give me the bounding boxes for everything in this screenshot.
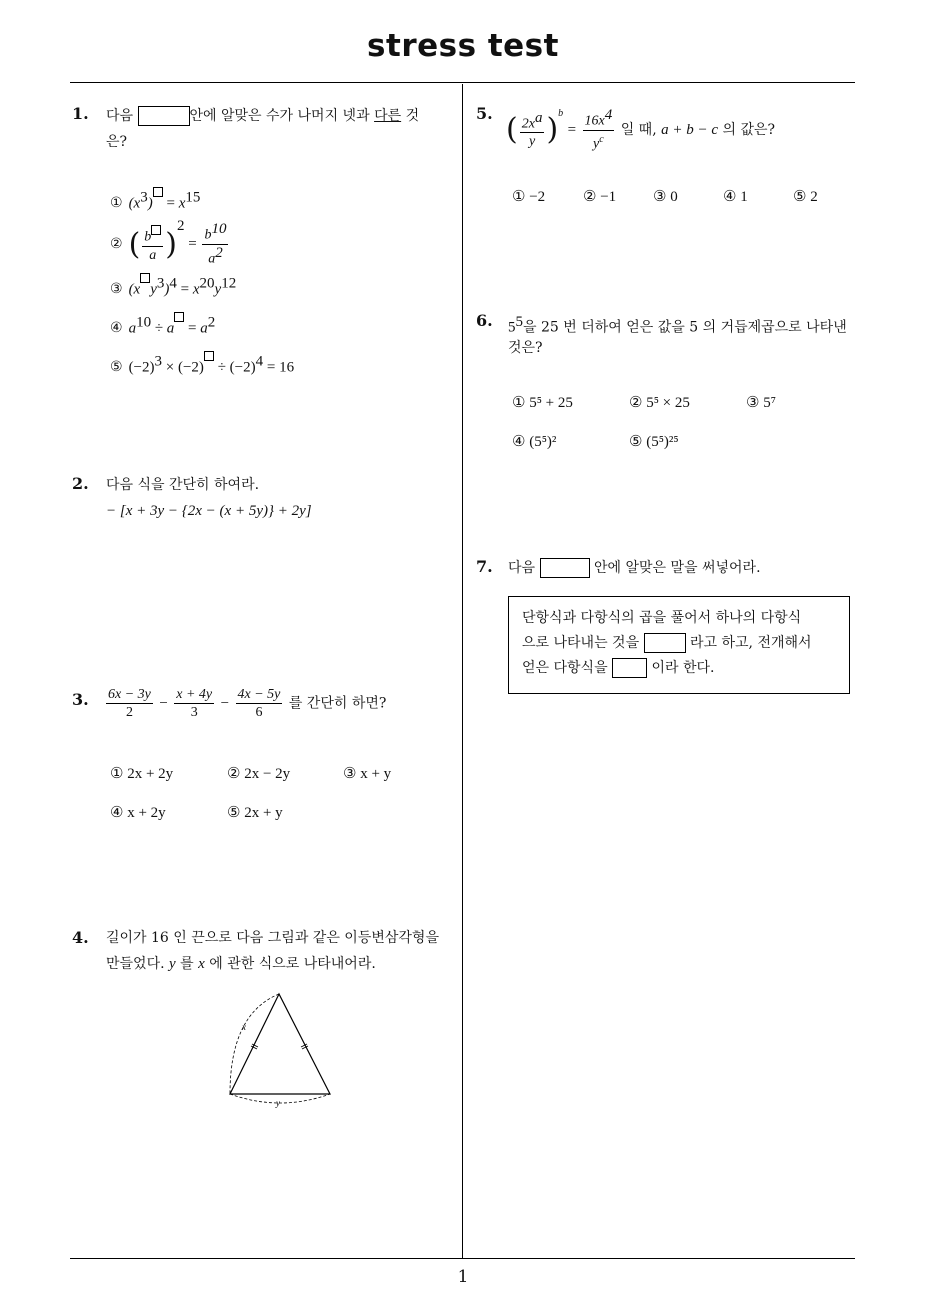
stem-text: 안에 알맞은 수가 나머지 넷과 (189, 108, 370, 124)
expression: − [x + 3y − {2x − (x + 5y)} + 2y] (106, 503, 312, 519)
option-1[interactable]: ① $(x^3) = x^{15}$ (110, 187, 200, 212)
variable-y: y (169, 956, 176, 972)
box-text: 단항식과 다항식의 곱을 풀어서 하나의 다항식 (522, 610, 802, 626)
isosceles-triangle-figure (220, 988, 340, 1110)
option-3[interactable]: ③ 0 (653, 189, 678, 205)
fraction-numerator: 4x − 5y (237, 687, 281, 702)
option-3[interactable]: ③ x + y (343, 766, 392, 782)
answer-blank (612, 658, 647, 678)
answer-blank (540, 558, 590, 578)
option-2[interactable]: ② −1 (583, 189, 617, 205)
header-rule (70, 82, 855, 83)
option-marker: ⑤ (110, 359, 123, 376)
stem-text: 라고 하고, 전개해서 (690, 635, 812, 651)
stem-text: 만들었다. (106, 956, 165, 972)
option-2[interactable]: ② 5⁵ × 25 (629, 395, 690, 411)
box-text (522, 631, 812, 656)
fraction-denominator: 6 (255, 705, 263, 720)
stem-text: 다음 (508, 560, 536, 576)
question-number: 1. (72, 104, 89, 123)
target-expression: a + b − c (661, 122, 719, 138)
stem-text: 얻은 다항식을 (522, 660, 608, 676)
box-text (522, 656, 715, 681)
option-5[interactable]: ⑤ (5⁵)²⁵ (629, 434, 679, 450)
option-3[interactable]: ③ (x $y^3)^4 = x^{20}y^{12}$ (110, 273, 236, 298)
stem-text: 으로 나타내는 것을 (522, 635, 640, 651)
question-number: 6. (476, 311, 493, 330)
stem-text: 안에 알맞은 말을 써넣어라. (593, 560, 761, 576)
stem-text: 것 (405, 108, 420, 124)
answer-blank (138, 106, 190, 126)
option-1[interactable]: ① 2x + 2y (110, 766, 174, 782)
stem-text: 를 간단히 하면? (288, 695, 387, 712)
question-stem: 다음 식을 간단히 하여라. (106, 477, 260, 493)
option-3[interactable]: ③ 5⁷ (746, 395, 776, 411)
option-4[interactable]: ④ (5⁵)² (512, 434, 557, 450)
fraction-numerator: 6x − 3y (108, 687, 151, 702)
question-number: 7. (476, 557, 493, 576)
question-stem (508, 556, 761, 581)
option-marker: ④ (110, 320, 123, 337)
option-marker: ② (110, 236, 123, 252)
side-label-x: x (242, 1022, 246, 1032)
option-2[interactable]: ② 2x − 2y (227, 766, 291, 782)
stem-text: 이라 한다. (651, 660, 715, 676)
question-number: 3. (72, 690, 89, 709)
option-1[interactable]: ① 5⁵ + 25 (512, 395, 573, 411)
stem-text: 을 25 번 더하여 얻은 값을 5 의 거듭제곱으로 나타낸 (523, 319, 847, 336)
stem-text: 를 (180, 956, 194, 972)
option-4[interactable]: ④ x + 2y (110, 805, 166, 821)
stem-text: 다음 (106, 108, 134, 124)
question-number: 2. (72, 474, 89, 493)
stem-text: 에 관한 식으로 나타내어라. (209, 956, 376, 972)
stem-text: 일 때, (620, 122, 657, 138)
option-5[interactable]: ⑤ 2 (793, 189, 818, 205)
question-stem (106, 952, 376, 977)
footer-rule (70, 1258, 855, 1259)
option-marker: ③ (110, 281, 123, 298)
page-title: stress test (367, 28, 559, 64)
option-2[interactable]: ② ( $\frac{b}{a}$ )$^2$ = $\frac{b^{10}}{a^2}$ (110, 218, 227, 267)
question-stem: ( $\frac{2x^a}{y}$ )$^b$ = $\frac{16x^4}{y^c}$ 일 때, a + b − c 의 값은? (506, 107, 775, 152)
stem-text: 은? (106, 134, 128, 150)
option-1[interactable]: ① −2 (512, 189, 546, 205)
question-number: 5. (476, 104, 493, 123)
stem-underlined: 다른 (374, 108, 402, 124)
question-stem: 길이가 16 인 끈으로 다음 그림과 같은 이등변삼각형을 (106, 930, 439, 946)
stem-text: 것은? (508, 340, 543, 356)
option-5[interactable]: ⑤ 2x + y (227, 805, 283, 821)
fraction-denominator: 2 (125, 705, 133, 720)
stem-text: 의 값은? (722, 122, 775, 138)
question-stem: $\frac{6x - 3y}{2}$ − $\frac{x + 4y}{3}$ − $\frac{4x - 5y}{6}$ 를 간단히 하면? (108, 687, 387, 720)
column-divider (462, 84, 463, 1258)
fraction-denominator: 3 (190, 705, 198, 720)
option-5[interactable]: ⑤ $(-2)^3 \times (-2) \div (-2)^4 = 16$ (110, 351, 294, 376)
definition-box (508, 596, 850, 694)
page-number: 1 (457, 1267, 469, 1287)
fraction-numerator: x + 4y (176, 687, 213, 702)
question-stem: $5^5$을 25 번 더하여 얻은 값을 5 의 거듭제곱으로 나타낸 (508, 314, 847, 336)
question-stem (106, 104, 419, 129)
question-number: 4. (72, 928, 89, 947)
option-4[interactable]: ④ $a^{10} \div a = a^2$ (110, 312, 215, 337)
option-marker: ① (110, 195, 123, 212)
answer-blank (644, 633, 686, 653)
variable-x: x (198, 956, 205, 972)
option-4[interactable]: ④ 1 (723, 189, 748, 205)
side-label-y: y (276, 1098, 280, 1108)
